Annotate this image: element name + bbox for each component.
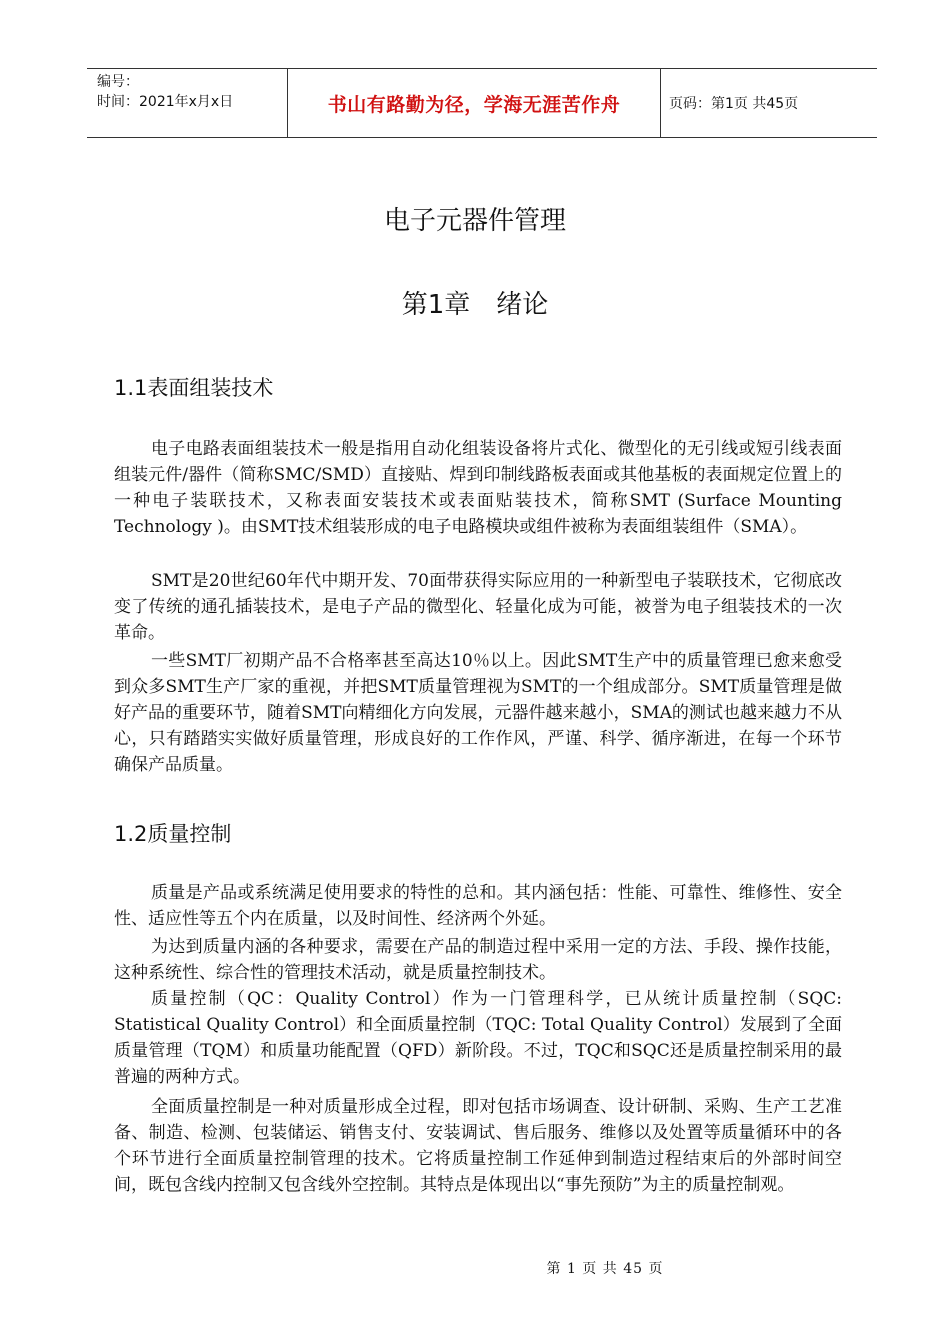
chapter-title: 第1章 绪论 — [401, 290, 549, 320]
header-motto-cell — [287, 69, 661, 137]
header-code-label: 编号： — [97, 74, 139, 90]
paragraph: SMT是20世纪60年代中期开发、70面带获得实际应用的一种新型电子装联技术，它彻底改变了传统的通孔插装技术，是电子产品的微型化、轻量化成为可能，被誉为电子组装技术的一次革命。 — [114, 571, 842, 643]
paragraph: 电子电路表面组装技术一般是指用自动化组装设备将片式化、微型化的无引线或短引线表面组装元件/器件（简称SMC/SMD）直接贴、焊到印制线路板表面或其他基板的表面规定位置上的一种电子装联技术，又称表面安装技术或表面贴装技术，简称SMT (Surface Mounting Technology )。由SMT技术组装形成的电子电路模块或组件被称为表面组装组件（SMA）。 — [114, 439, 842, 537]
section-heading-1-2: 1.2质量控制 — [114, 822, 232, 846]
paragraph: 全面质量控制是一种对质量形成全过程，即对包括市场调查、设计研制、采购、生产工艺准备、制造、检测、包装储运、销售支付、安装调试、售后服务、维修以及处置等质量循环中的各个环节进行全面质量控制管理的技术。它将质量控制工作延伸到制造过程结束后的外部时间空间，既包含线内控制又包含线外空控制。其特点是体现出以“事先预防”为主的质量控制观。 — [114, 1097, 842, 1195]
document-title: 电子元器件管理 — [383, 206, 566, 236]
header-motto: 书山有路勤为径，学海无涯苦作舟 — [327, 93, 621, 116]
paragraph: 质量是产品或系统满足使用要求的特性的总和。其内涵包括：性能、可靠性、维修性、安全性、适应性等五个内在质量，以及时间性、经济两个外延。 — [114, 883, 842, 929]
header-meta — [87, 69, 287, 137]
section-heading-1-1: 1.1表面组装技术 — [114, 376, 274, 400]
header-page-info: 页码：第1页 共45页 — [669, 96, 799, 112]
paragraph: 为达到质量内涵的各种要求，需要在产品的制造过程中采用一定的方法、手段、操作技能，这种系统性、综合性的管理技术活动，就是质量控制技术。 — [114, 937, 842, 983]
header-time-label: 时间：2021年x月x日 — [97, 94, 234, 110]
paragraph: 一些SMT厂初期产品不合格率甚至高达10％以上。因此SMT生产中的质量管理已愈来愈受到众多SMT生产厂家的重视，并把SMT质量管理视为SMT的一个组成部分。SMT质量管理是做好产品的重要环节，随着SMT向精细化方向发展，元器件越来越小，SMA的测试也越来越力不从心，只有踏踏实实做好质量管理，形成良好的工作作风，严谨、科学、循序渐进，在每一个环节确保产品质量。 — [114, 651, 842, 775]
paragraph: 质量控制（QC：Quality Control）作为一门管理科学，已从统计质量控制（SQC: Statistical Quality Control）和全面质量控制（TQC: Total Quality Control）发展到了全面质量管理（TQM）和质量功能配置（QFD）新阶段。不过，TQC和SQC还是质量控制采用的最普遍的两种方式。 — [114, 989, 842, 1087]
page-footer — [0, 1258, 950, 1278]
footer-page-number: 第 1 页 共 45 页 — [546, 1261, 664, 1277]
page-header — [87, 68, 877, 138]
